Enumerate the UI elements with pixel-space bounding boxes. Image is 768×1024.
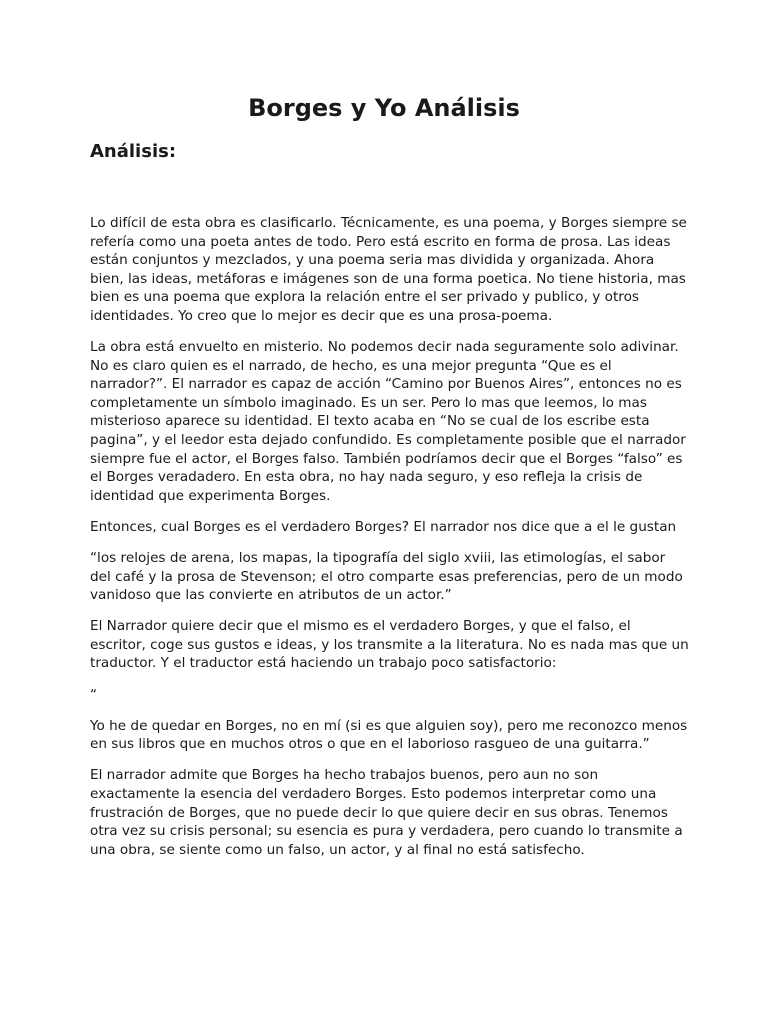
- document-title: Borges y Yo Análisis: [248, 94, 520, 122]
- paragraph-narrator-claim: El Narrador quiere decir que el mismo es el verdadero Borges, y que el falso, el escritor, coge sus gustos e ideas, y los transmite a la literatura. No es nada mas que un traductor. Y el traductor está haciendo un trabajo poco satisfactorio:: [90, 618, 689, 672]
- paragraph-open-quote: “: [90, 686, 98, 703]
- paragraph-quote-tastes: “los relojes de arena, los mapas, la tipografía del siglo xviii, las etimologías, el sabor del café y la prosa de Stevenson; el otro comparte esas preferencias, pero de un modo vanidoso que las convierte en atributos de un actor.”: [90, 550, 683, 604]
- paragraph-classification: Lo difícil de esta obra es clasificarlo. Técnicamente, es una poema, y Borges siempre se refería como una poeta antes de todo. Pero está escrito en forma de prosa. Las ideas están conjuntos y mezclados, y una poema seria mas dividida y organizada. Ahora bien, las ideas, metáforas e imágenes son de una forma poetica. No tiene historia, mas bien es una poema que explora la relación entre el ser privado y publico, y otros identidades. Yo creo que lo mejor es decir que es una prosa-poema.: [90, 215, 687, 324]
- paragraph-question: Entonces, cual Borges es el verdadero Borges? El narrador nos dice que a el le gustan: [90, 518, 677, 535]
- paragraph-mystery: La obra está envuelto en misterio. No podemos decir nada seguramente solo adivinar. No es claro quien es el narrado, de hecho, es una mejor pregunta “Que es el narrador?”. El narrador es capaz de acción “Camino por Buenos Aires”, entonces no es completamente un símbolo imaginado. Es un ser. Pero lo mas que leemos, lo mas misterioso aparece su identidad. El texto acaba en “No se cual de los escribe esta pagina”, y el leedor esta dejado confundido. Es completamente posible que el narrador siempre fue el actor, el Borges falso. También podríamos decir que el Borges “falso” es el Borges veradadero. En esta obra, no hay nada seguro, y eso refleja la crisis de identidad que experimenta Borges.: [90, 339, 686, 504]
- paragraph-quote-guitar: Yo he de quedar en Borges, no en mí (si es que alguien soy), pero me reconozco menos en sus libros que en muchos otros o que en el laborioso rasgueo de una guitarra.”: [90, 717, 688, 753]
- section-heading: Análisis:: [90, 141, 177, 162]
- paragraph-conclusion: El narrador admite que Borges ha hecho trabajos buenos, pero aun no son exactamente la esencia del verdadero Borges. Esto podemos interpretar como una frustración de Borges, que no puede decir lo que quiere decir en sus obras. Tenemos otra vez su crisis personal; su esencia es pura y verdadera, pero cuando lo transmite a una obra, se siente como un falso, un actor, y al final no está satisfecho.: [90, 767, 683, 858]
- document-body: [90, 214, 690, 872]
